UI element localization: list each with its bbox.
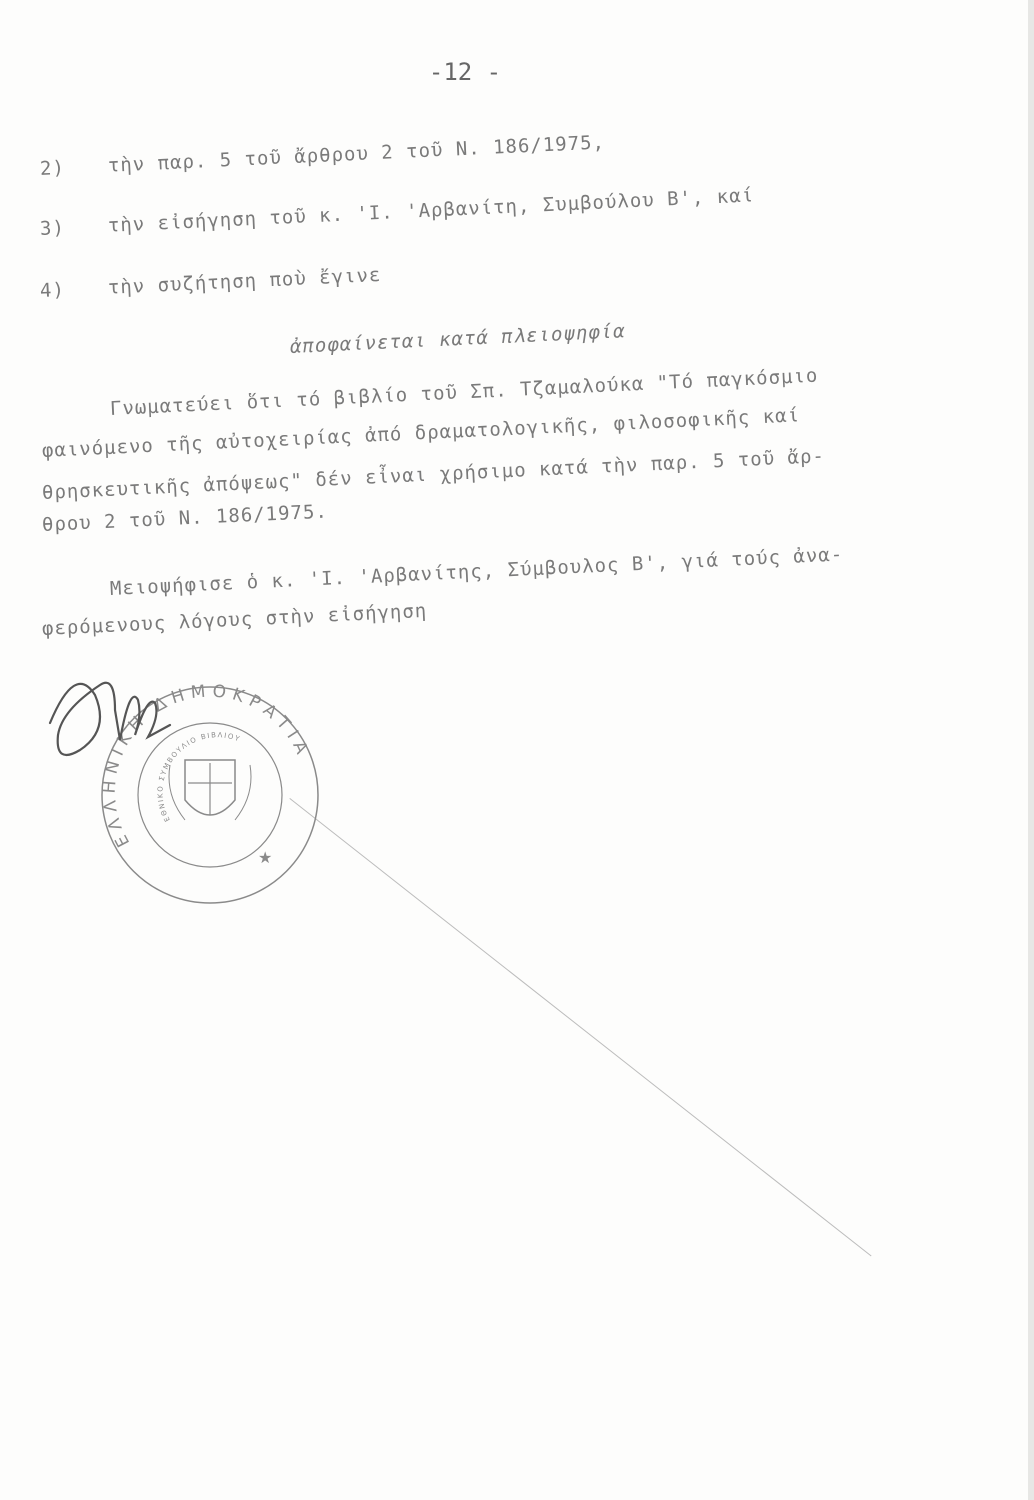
star-icon: ★ xyxy=(258,848,273,867)
list-item-number: 4) xyxy=(39,278,66,302)
list-item-text: τὴν εἰσήγηση τοῦ κ. 'Ι. 'Αρβανίτη, Συμβούλου Β', καί xyxy=(107,184,755,237)
paragraph1-line2: φαινόμενο τῆς αὐτοχειρίας ἀπό δραματολογικῆς, φιλοσοφικῆς καί xyxy=(41,404,801,462)
page-number: -12 - xyxy=(428,58,502,86)
list-item-number: 3) xyxy=(39,216,66,240)
paragraph1-line4: θρου 2 τοῦ Ν. 186/1975. xyxy=(41,500,329,536)
page-edge xyxy=(1028,0,1034,1500)
paragraph1-line1: Γνωματεύει ὅτι τό βιβλίο τοῦ Σπ. Τζαμαλούκα "Τό παγκόσμιο xyxy=(109,364,819,420)
seal-inner-text: ΕΘΝΙΚΟ ΣΥΜΒΟΥΛΙΟ ΒΙΒΛΙΟΥ xyxy=(156,731,242,823)
paragraph2-line2: φερόμενους λόγους στὴν εἰσήγηση xyxy=(41,599,428,640)
list-item-text: τὴν συζήτηση ποὺ ἔγινε xyxy=(107,263,382,299)
decision-heading: ἀποφαίνεται κατά πλειοψηφία xyxy=(289,320,627,358)
list-item-number: 2) xyxy=(39,156,66,180)
list-item-4 xyxy=(39,264,381,302)
list-item-2 xyxy=(39,131,605,180)
coat-of-arms-icon xyxy=(169,760,251,820)
list-item-3 xyxy=(39,184,754,240)
paragraph1-line3: θρησκευτικῆς ἀπόψεως" δέν εἶναι χρήσιμο κατά τὴν παρ. 5 τοῦ ἄρ- xyxy=(41,445,826,504)
paragraph2-line1: Μειοψήφισε ὁ κ. 'Ι. 'Αρβανίτης, Σύμβουλος Β', γιά τούς ἀνα- xyxy=(109,543,844,600)
seal-outer-text: ΕΛΛΗΝΙΚΗ ΔΗΜΟΚΡΑΤΙΑ xyxy=(99,681,314,851)
official-seal xyxy=(20,655,320,905)
list-item-text: τὴν παρ. 5 τοῦ ἄρθρου 2 τοῦ Ν. 186/1975, xyxy=(107,131,606,177)
